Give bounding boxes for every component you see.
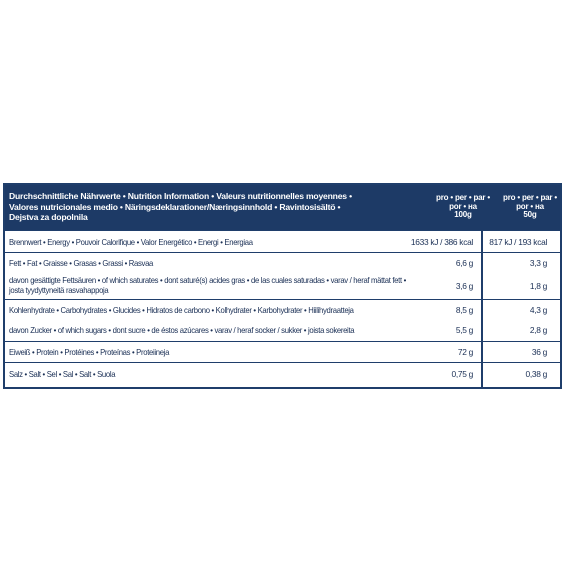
value-50g: 3,3 g <box>529 258 547 268</box>
header-title-line: Dejstva za dopolnila <box>9 212 88 222</box>
value-50g: 4,3 g <box>529 305 547 315</box>
table-row <box>5 230 560 252</box>
row-label: Brennwert • Energy • Pouvoir Calorifique • Valor Energético • Energi • Energiaa <box>9 237 253 247</box>
row-label: Kohlenhydrate • Carbohydrates • Glucides • Hidratos de carbono • Kolhydrater • Karbohydrater • Hiilihydraatteja <box>9 305 354 315</box>
table-row <box>5 341 560 362</box>
table-row <box>5 252 560 272</box>
value-100g: 6,6 g <box>455 258 473 268</box>
row-label: davon Zucker • of which sugars • dont sucre • de éstos azúcares • varav / heraf socker / sukker • joista sokereita <box>9 325 355 335</box>
table-row <box>5 272 560 299</box>
row-label: Eiweiß • Protein • Protéines • Proteínas • Proteiineja <box>9 347 170 357</box>
value-100g: 1633 kJ / 386 kcal <box>410 237 473 247</box>
value-50g: 817 kJ / 193 kcal <box>489 237 547 247</box>
column-divider <box>481 230 483 387</box>
column-header-100g: pro • per • par • por • на 100g <box>436 193 490 220</box>
row-label: Fett • Fat • Graisse • Grasas • Grassi • Rasvaa <box>9 258 154 268</box>
value-100g: 5,5 g <box>455 325 473 335</box>
header-title-line: Durchschnittliche Nährwerte • Nutrition Information • Valeurs nutritionnelles moyennes • <box>9 191 352 201</box>
value-50g: 1,8 g <box>529 281 547 291</box>
table-row <box>5 362 560 387</box>
row-label: Salz • Salt • Sel • Sal • Salt • Suola <box>9 369 116 379</box>
row-label: davon gesättigte Fettsäuren • of which saturates • dont saturé(s) acides gras • de las cuales saturadas • varav / heraf mättat fett • josta tyydyttyneitä rasvahappoja <box>9 275 406 296</box>
nutrition-table <box>3 183 562 389</box>
value-100g: 0,75 g <box>451 369 473 379</box>
value-100g: 3,6 g <box>455 281 473 291</box>
value-100g: 8,5 g <box>455 305 473 315</box>
value-50g: 0,38 g <box>525 369 547 379</box>
column-header-50g: pro • per • par • por • на 50g <box>503 193 557 220</box>
value-50g: 36 g <box>531 347 547 357</box>
table-header <box>5 185 560 230</box>
table-row <box>5 320 560 341</box>
header-title-line: Valores nutricionales medio • Näringsdeklarationer/Næringsinnhold • Ravintosisältö • <box>9 201 341 212</box>
value-50g: 2,8 g <box>529 325 547 335</box>
header-title <box>9 191 409 223</box>
value-100g: 72 g <box>457 347 473 357</box>
table-row <box>5 299 560 320</box>
